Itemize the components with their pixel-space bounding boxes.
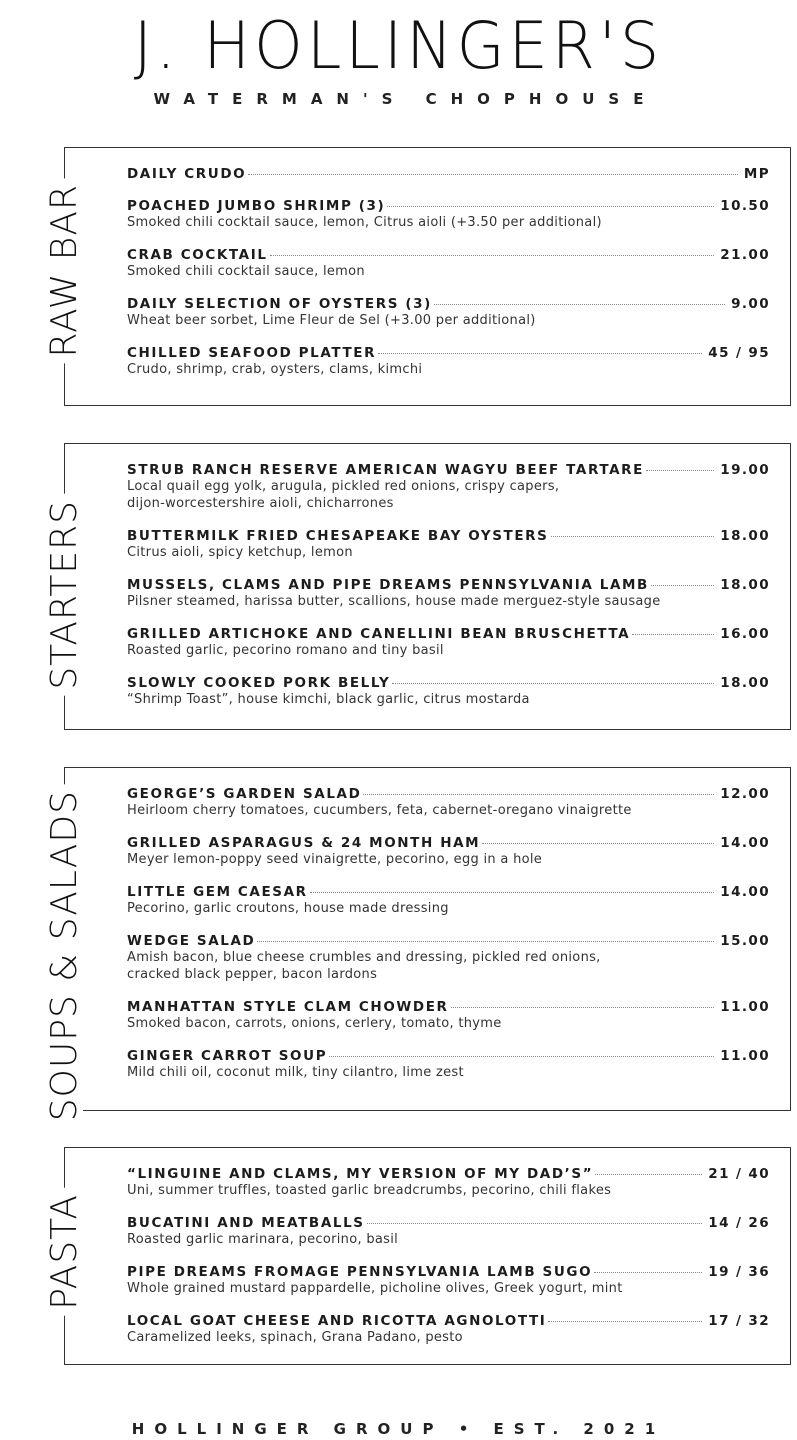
menu-item-description: Roasted garlic, pecorino romano and tiny basil (127, 643, 444, 658)
menu-item-description: Pecorino, garlic croutons, house made dressing (127, 901, 449, 916)
menu-item-name: GINGER CARROT SOUP (127, 1048, 328, 1064)
dotted-leader (392, 683, 714, 684)
menu-item (127, 1313, 770, 1346)
menu-item (127, 1048, 770, 1081)
menu-item-name: PIPE DREAMS FROMAGE PENNSYLVANIA LAMB SUGO (127, 1264, 593, 1280)
dotted-leader (482, 843, 714, 844)
menu-item-line (127, 528, 770, 544)
restaurant-name: J. HOLLINGER'S (133, 7, 664, 84)
dotted-leader (646, 470, 714, 471)
menu-item-name: MUSSELS, CLAMS AND PIPE DREAMS PENNSYLVANIA LAMB (127, 577, 649, 593)
dotted-leader (594, 1272, 702, 1273)
menu-item-name: DAILY CRUDO (127, 166, 247, 182)
menu-item-price: 14.00 (720, 884, 770, 900)
dotted-leader (434, 304, 725, 305)
menu-item (127, 1215, 770, 1248)
menu-item-line (127, 1313, 770, 1329)
menu-item-name: LITTLE GEM CAESAR (127, 884, 308, 900)
menu-item (127, 577, 770, 610)
menu-item-line (127, 296, 770, 312)
menu-item-description: Pilsner steamed, harissa butter, scallions, house made merguez-style sausage (127, 594, 661, 609)
section-items (127, 786, 770, 1097)
menu-item (127, 166, 770, 182)
menu-item-name: BUTTERMILK FRIED CHESAPEAKE BAY OYSTERS (127, 528, 549, 544)
section-items (127, 166, 770, 394)
dotted-leader (387, 206, 714, 207)
menu-item (127, 786, 770, 819)
menu-item-description: Meyer lemon-poppy seed vinaigrette, pecorino, egg in a hole (127, 852, 543, 867)
menu-item-name: DAILY SELECTION OF OYSTERS (3) (127, 296, 432, 312)
menu-item (127, 933, 770, 983)
menu-item-description: Mild chili oil, coconut milk, tiny cilantro, lime zest (127, 1065, 464, 1080)
menu-item-price: 18.00 (720, 528, 770, 544)
dotted-leader (632, 634, 714, 635)
section-title: PASTA (47, 1188, 83, 1316)
footer-text: HOLLINGER GROUP • EST. 2021 (131, 1420, 666, 1438)
menu-item-line (127, 247, 770, 263)
menu-section-soups-salads (44, 767, 791, 1122)
dotted-leader (270, 255, 715, 256)
menu-item (127, 835, 770, 868)
menu-item-description: “Shrimp Toast”, house kimchi, black garlic, citrus mostarda (127, 692, 530, 707)
menu-item-name: CHILLED SEAFOOD PLATTER (127, 345, 377, 361)
menu-item (127, 198, 770, 231)
menu-item (127, 1264, 770, 1297)
dotted-leader (595, 1174, 702, 1175)
dotted-leader (248, 174, 738, 175)
menu-item-price: 14.00 (720, 835, 770, 851)
menu-item-line (127, 462, 770, 478)
menu-item (127, 675, 770, 708)
section-title: SOUPS & SALADS (47, 784, 83, 1127)
menu-item (127, 884, 770, 917)
menu-item-price: 45 / 95 (708, 345, 770, 361)
dotted-leader (378, 353, 702, 354)
menu-item-name: LOCAL GOAT CHEESE AND RICOTTA AGNOLOTTI (127, 1313, 547, 1329)
dotted-leader (310, 892, 715, 893)
menu-item-line (127, 626, 770, 642)
menu-item (127, 999, 770, 1032)
menu-section-pasta (44, 1147, 791, 1365)
menu-item-price: 12.00 (720, 786, 770, 802)
menu-item-description: Uni, summer truffles, toasted garlic breadcrumbs, pecorino, chili flakes (127, 1183, 612, 1198)
menu-item-name: GEORGE’S GARDEN SALAD (127, 786, 362, 802)
menu-item (127, 626, 770, 659)
menu-item-description: Roasted garlic marinara, pecorino, basil (127, 1232, 399, 1247)
section-items (127, 462, 770, 724)
menu-item-name: SLOWLY COOKED PORK BELLY (127, 675, 391, 691)
menu-item-line (127, 675, 770, 691)
menu-item-description: Local quail egg yolk, arugula, pickled red onions, crispy capers, dijon-worcestershire aioli, chicharrones (127, 479, 560, 511)
menu-item-price: 15.00 (720, 933, 770, 949)
menu-item-description: Citrus aioli, spicy ketchup, lemon (127, 545, 353, 560)
menu-item-price: 14 / 26 (708, 1215, 770, 1231)
menu-item-line (127, 577, 770, 593)
menu-item-line (127, 835, 770, 851)
restaurant-logo (0, 8, 797, 108)
menu-item-price: MP (743, 166, 770, 182)
menu-item (127, 247, 770, 280)
menu-item-price: 16.00 (720, 626, 770, 642)
menu-item-description: Heirloom cherry tomatoes, cucumbers, feta, cabernet-oregano vinaigrette (127, 803, 632, 818)
menu-item-line (127, 1264, 770, 1280)
menu-item-price: 19 / 36 (708, 1264, 770, 1280)
menu-item-description: Crudo, shrimp, crab, oysters, clams, kimchi (127, 362, 423, 377)
menu-item-price: 18.00 (720, 577, 770, 593)
menu-item-price: 9.00 (731, 296, 770, 312)
menu-item-description: Smoked chili cocktail sauce, lemon (127, 264, 365, 279)
dotted-leader (651, 585, 714, 586)
menu-item-line (127, 166, 770, 182)
menu-item-line (127, 345, 770, 361)
menu-section-starters (44, 443, 791, 730)
dotted-leader (367, 1223, 703, 1224)
dotted-leader (451, 1007, 715, 1008)
menu-item-name: “LINGUINE AND CLAMS, MY VERSION OF MY DAD’S” (127, 1166, 594, 1182)
menu-item-line (127, 1215, 770, 1231)
menu-item-name: WEDGE SALAD (127, 933, 256, 949)
menu-item-description: Wheat beer sorbet, Lime Fleur de Sel (+3.00 per additional) (127, 313, 536, 328)
menu-item-line (127, 884, 770, 900)
menu-item (127, 296, 770, 329)
menu-item-line (127, 999, 770, 1015)
menu-item-name: CRAB COCKTAIL (127, 247, 268, 263)
menu-item-price: 21.00 (720, 247, 770, 263)
menu-item (127, 462, 770, 512)
menu-item-price: 10.50 (720, 198, 770, 214)
menu-item-name: GRILLED ASPARAGUS & 24 MONTH HAM (127, 835, 481, 851)
menu-item-price: 17 / 32 (708, 1313, 770, 1329)
menu-item-name: STRUB RANCH RESERVE AMERICAN WAGYU BEEF TARTARE (127, 462, 644, 478)
menu-item-price: 19.00 (720, 462, 770, 478)
menu-item-price: 18.00 (720, 675, 770, 691)
menu-item (127, 345, 770, 378)
menu-item-description: Caramelized leeks, spinach, Grana Padano, pesto (127, 1330, 463, 1345)
menu-item-name: MANHATTAN STYLE CLAM CHOWDER (127, 999, 449, 1015)
menu-item-line (127, 1048, 770, 1064)
menu-item (127, 1166, 770, 1199)
menu-item-line (127, 933, 770, 949)
dotted-leader (548, 1321, 702, 1322)
menu-item-description: Whole grained mustard pappardelle, picholine olives, Greek yogurt, mint (127, 1281, 623, 1296)
menu-item-name: POACHED JUMBO SHRIMP (3) (127, 198, 386, 214)
menu-item-price: 21 / 40 (708, 1166, 770, 1182)
menu-item-line (127, 786, 770, 802)
section-title: RAW BAR (47, 178, 83, 363)
menu-item-description: Smoked bacon, carrots, onions, cerlery, tomato, thyme (127, 1016, 502, 1031)
menu-item-description: Amish bacon, blue cheese crumbles and dressing, pickled red onions, cracked black pepper, bacon lardons (127, 950, 601, 982)
menu-section-raw-bar (44, 147, 791, 406)
menu-item-price: 11.00 (720, 1048, 770, 1064)
dotted-leader (329, 1056, 714, 1057)
menu-item-name: GRILLED ARTICHOKE AND CANELLINI BEAN BRUSCHETTA (127, 626, 631, 642)
restaurant-subtitle: WATERMAN'S CHOPHOUSE (153, 90, 658, 108)
menu-item-price: 11.00 (720, 999, 770, 1015)
section-title: STARTERS (47, 494, 83, 696)
menu-item-description: Smoked chili cocktail sauce, lemon, Citrus aioli (+3.50 per additional) (127, 215, 602, 230)
menu-item-name: BUCATINI AND MEATBALLS (127, 1215, 365, 1231)
dotted-leader (551, 536, 715, 537)
dotted-leader (257, 941, 714, 942)
menu-item-line (127, 1166, 770, 1182)
menu-item (127, 528, 770, 561)
menu-item-line (127, 198, 770, 214)
dotted-leader (363, 794, 714, 795)
section-items (127, 1166, 770, 1362)
